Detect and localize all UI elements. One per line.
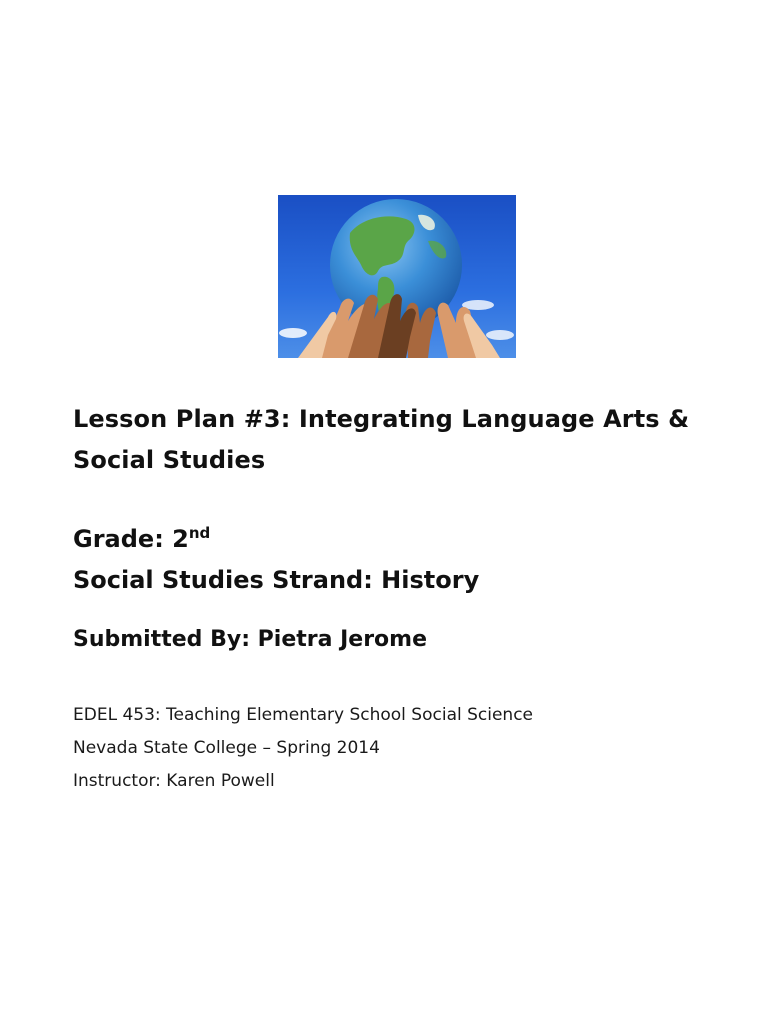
course-info — [73, 699, 533, 798]
grade-label: Grade: 2 — [73, 525, 189, 553]
grade-heading — [73, 521, 210, 557]
globe-hands-illustration — [278, 195, 516, 358]
title-line-1: Lesson Plan #3: Integrating Language Arts & — [73, 405, 690, 433]
title-line-2: Social Studies — [73, 446, 266, 474]
page-title — [73, 399, 713, 481]
college-term: Nevada State College – Spring 2014 — [73, 738, 380, 758]
cover-image — [278, 195, 516, 358]
grade-ordinal-suffix: nd — [188, 524, 211, 542]
submitted-by: Submitted By: Pietra Jerome — [73, 627, 428, 652]
course-title: EDEL 453: Teaching Elementary School Social Science — [73, 705, 534, 725]
strand-heading: Social Studies Strand: History — [73, 566, 480, 594]
instructor: Instructor: Karen Powell — [73, 771, 275, 791]
